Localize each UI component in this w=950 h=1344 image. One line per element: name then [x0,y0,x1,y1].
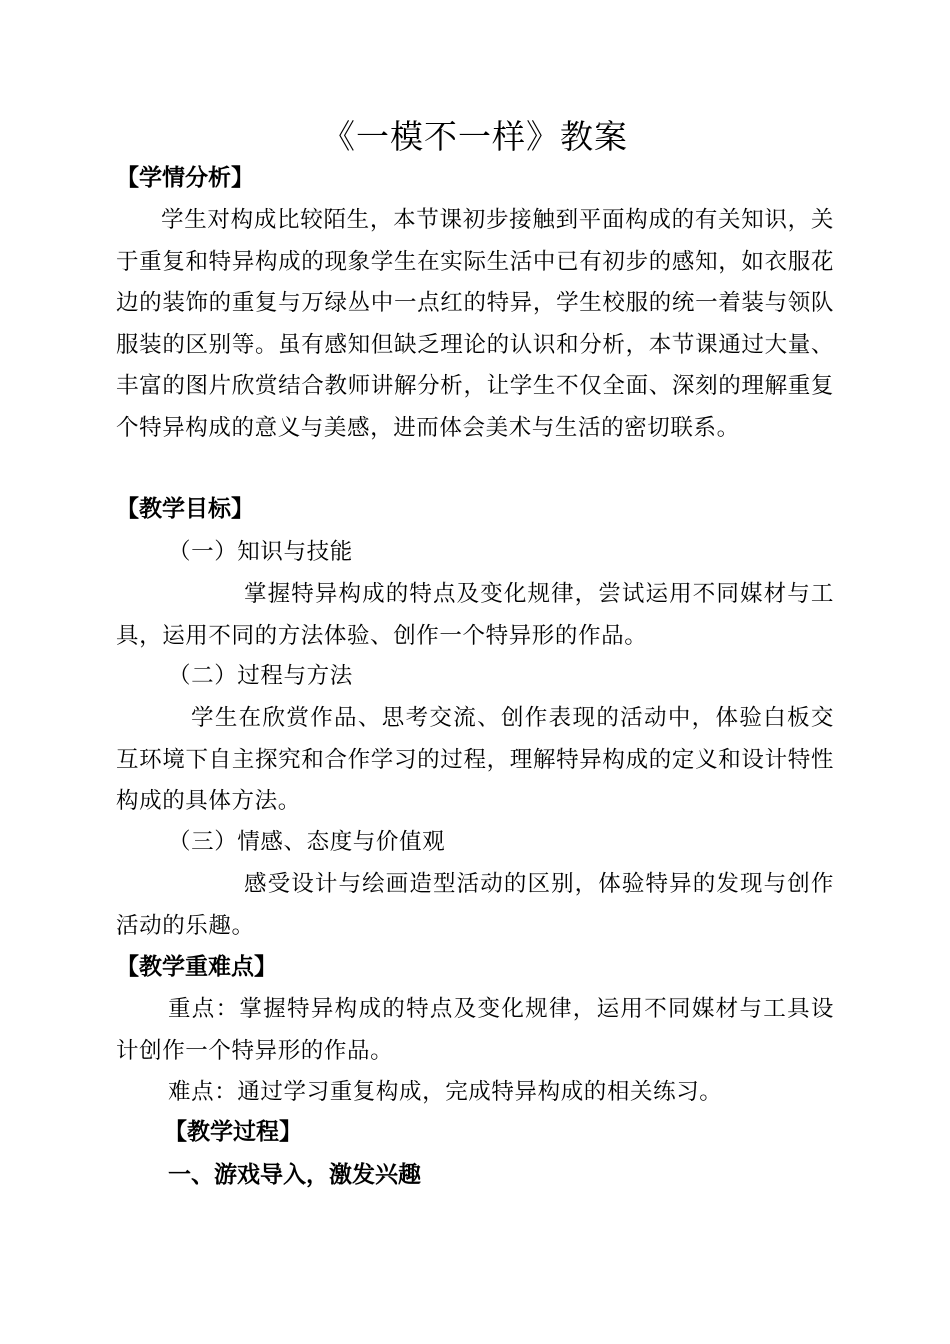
analysis-paragraph: 学生对构成比较陌生，本节课初步接触到平面构成的有关知识，关于重复和特异构成的现象学生在实际生活中已有初步的感知，如衣服花边的装饰的重复与万绿丛中一点红的特异，学生校服的统一着装与领队服装的区别等。虽有感知但缺乏理论的认识和分析，本节课通过大量、丰富的图片欣赏结合教师讲解分析，让学生不仅全面、深刻的理解重复个特异构成的意义与美感，进而体会美术与生活的密切联系。 [116,207,834,441]
section-heading-key-points: 【教学重难点】 [116,954,277,980]
difficulty-text: 难点：通过学习重复构成，完成特异构成的相关练习。 [168,1079,723,1105]
objective-text-process: 学生在欣赏作品、思考交流、创作表现的活动中，体验白板交互环境下自主探究和合作学习的过程，理解特异构成的定义和设计特性构成的具体方法。 [116,705,834,814]
section-heading-objectives: 【教学目标】 [116,496,254,522]
objective-label-emotion: （三）情感、态度与价值观 [168,829,446,855]
objective-label-knowledge: （一）知识与技能 [168,539,353,565]
objective-label-process: （二）过程与方法 [168,663,353,689]
objective-text-emotion: 感受设计与绘画造型活动的区别，体验特异的发现与创作活动的乐趣。 [116,871,834,939]
section-heading-analysis: 【学情分析】 [116,165,254,191]
key-point-text: 重点：掌握特异构成的特点及变化规律，运用不同媒材与工具设计创作一个特异形的作品。 [116,996,834,1064]
objective-text-knowledge: 掌握特异构成的特点及变化规律，尝试运用不同媒材与工具，运用不同的方法体验、创作一个特异形的作品。 [116,581,834,649]
document-title: 《一模不一样》教案 [322,117,628,156]
process-step-1: 一、游戏导入，激发兴趣 [168,1162,421,1188]
section-heading-process: 【教学过程】 [164,1119,302,1145]
